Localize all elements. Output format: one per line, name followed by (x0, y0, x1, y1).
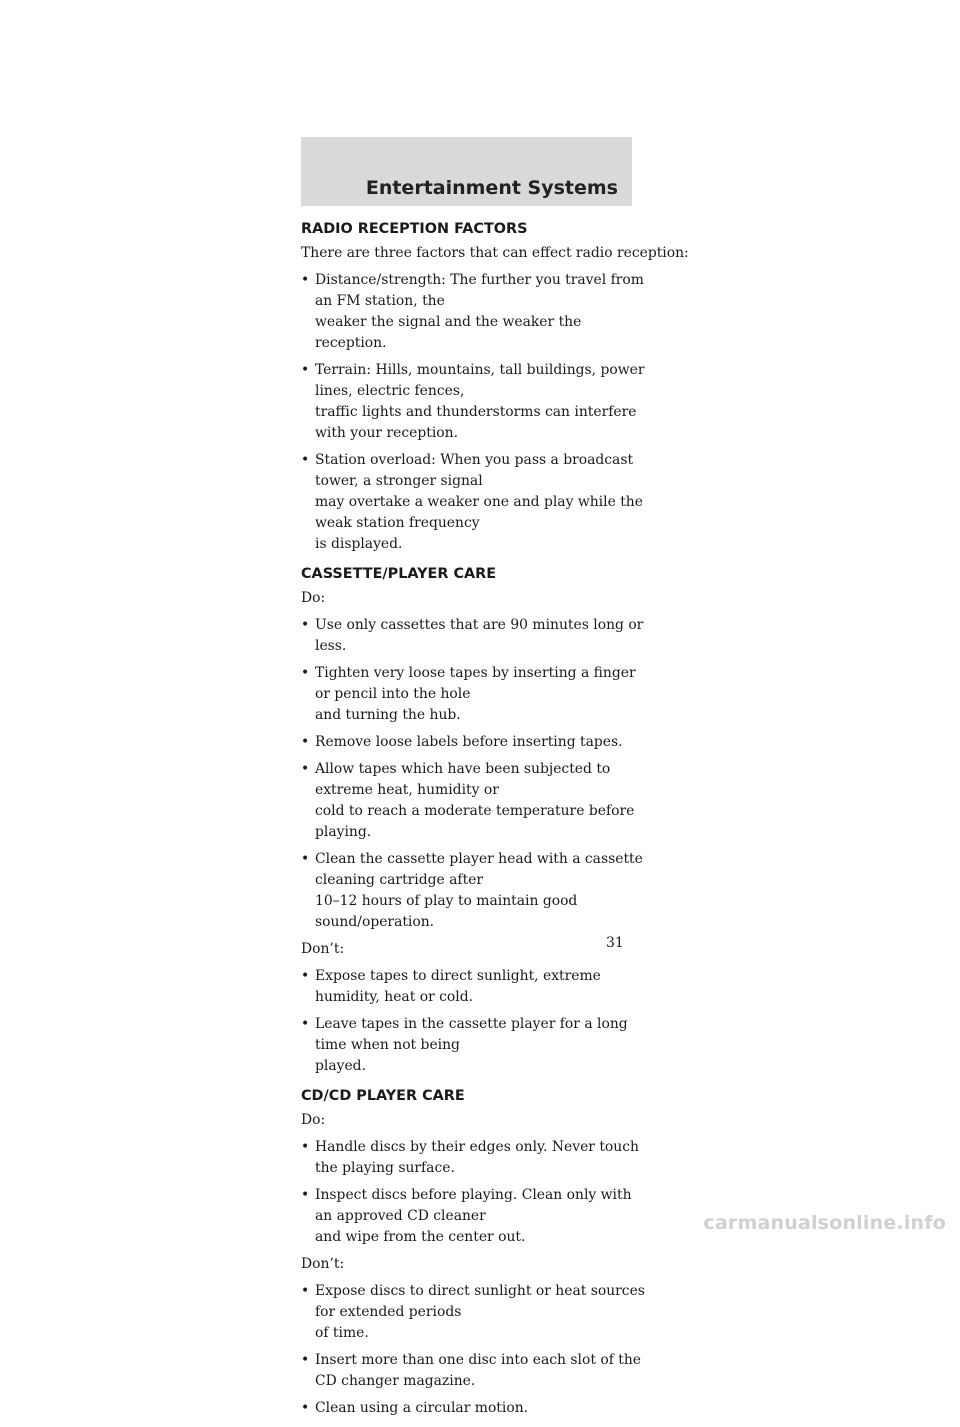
list-item: • Expose tapes to direct sunlight, extreme humidity, heat or cold. (301, 966, 646, 1008)
section-header-title: Entertainment Systems (365, 177, 618, 199)
watermark[interactable]: carmanualsonline.info (703, 1212, 946, 1234)
paragraph: Do: (301, 1112, 326, 1128)
section-header-bar (301, 137, 632, 206)
paragraph: There are three factors that can effect radio reception: (301, 245, 689, 261)
list-item: • Leave tapes in the cassette player for a long time when not being played. (301, 1014, 646, 1077)
page-content (301, 218, 689, 1427)
paragraph: Don’t: (301, 1256, 345, 1272)
section (301, 218, 689, 555)
section-heading: RADIO RECEPTION FACTORS (301, 221, 528, 237)
list-item: • Clean the cassette player head with a cassette cleaning cartridge after 10–12 hours of play to maintain good sound/operation. (301, 849, 646, 933)
list-item: • Insert more than one disc into each slot of the CD changer magazine. (301, 1350, 646, 1392)
section (301, 563, 646, 1077)
bullet-list (301, 270, 646, 555)
list-item: • Use only cassettes that are 90 minutes long or less. (301, 615, 646, 657)
section-heading: CD/CD PLAYER CARE (301, 1088, 465, 1104)
bullet-list (301, 615, 646, 933)
list-item: • Distance/strength: The further you travel from an FM station, the weaker the signal and the weaker the reception. (301, 270, 646, 354)
list-item: • Inspect discs before playing. Clean only with an approved CD cleaner and wipe from the center out. (301, 1185, 646, 1248)
page-number: 31 (606, 935, 624, 951)
bullet-list (301, 966, 646, 1077)
list-item: • Clean using a circular motion. (301, 1398, 646, 1419)
section-heading: CASSETTE/PLAYER CARE (301, 566, 497, 582)
paragraph: Don’t: (301, 941, 345, 957)
list-item: • Expose discs to direct sunlight or heat sources for extended periods of time. (301, 1281, 646, 1344)
list-item: • Allow tapes which have been subjected to extreme heat, humidity or cold to reach a moderate temperature before playing. (301, 759, 646, 843)
section (301, 1085, 646, 1419)
list-item: • Terrain: Hills, mountains, tall buildings, power lines, electric fences, traffic lights and thunderstorms can interfere with your reception. (301, 360, 646, 444)
list-item: • Tighten very loose tapes by inserting a finger or pencil into the hole and turning the hub. (301, 663, 646, 726)
bullet-list (301, 1137, 646, 1248)
list-item: • Handle discs by their edges only. Never touch the playing surface. (301, 1137, 646, 1179)
list-item: • Remove loose labels before inserting tapes. (301, 732, 646, 753)
list-item: • Station overload: When you pass a broadcast tower, a stronger signal may overtake a weaker one and play while the weak station frequency is displayed. (301, 450, 646, 555)
bullet-list (301, 1281, 646, 1419)
paragraph: Do: (301, 590, 326, 606)
